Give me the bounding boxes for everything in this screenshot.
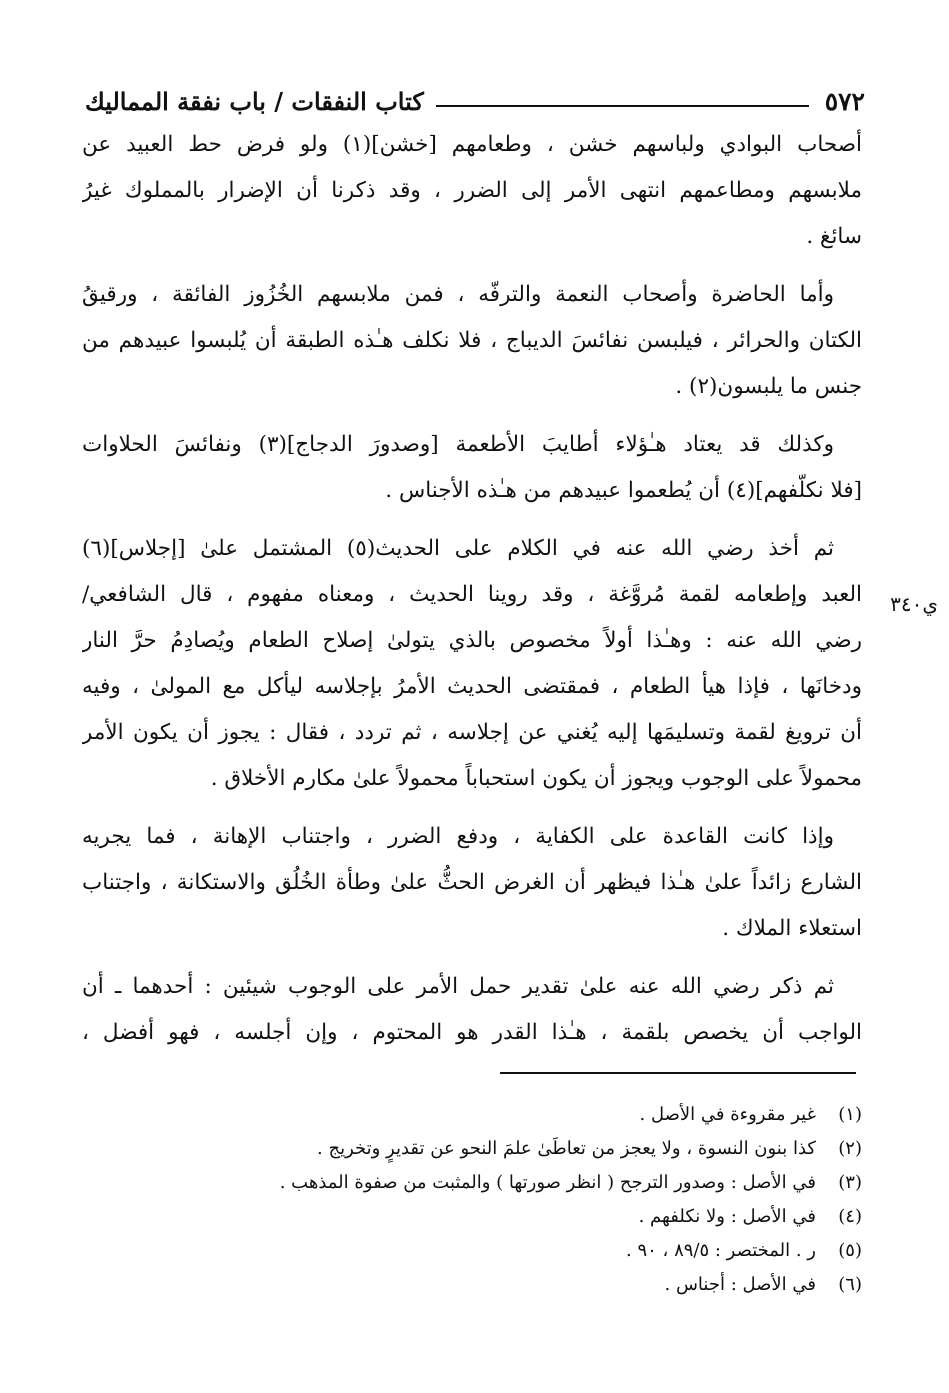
footnote-separator: [500, 1072, 856, 1074]
text-line: الشارع زائداً علىٰ هـٰذا فيظهر أن الغرض الحثُّ علىٰ وطأة الخُلُق والاستكانة ، واجتناب: [82, 870, 862, 895]
text-line: وأما الحاضرة وأصحاب النعمة والترفّه ، فمن ملابسهم الخُزُوز الفائقة ، ورقيقُ: [82, 282, 834, 307]
footnote-number: (٤): [838, 1206, 862, 1227]
text-line: ثم أخذ رضي الله عنه في الكلام على الحديث(٥) المشتمل علىٰ [إجلاس](٦): [82, 536, 834, 561]
paragraph: [82, 814, 862, 952]
text-line: ملابسهم ومطاعمهم انتهى الأمر إلى الضرر ، وقد ذكرنا أن الإضرار بالمملوك غيرُ: [82, 178, 862, 203]
footnote-text: غير مقروءة في الأصل .: [639, 1104, 816, 1125]
footnote-number: (١): [838, 1104, 862, 1125]
header-title: كتاب النفقات / باب نفقة المماليك: [85, 87, 424, 116]
paragraph: [82, 526, 862, 802]
footnote-text: ر . المختصر : ٨٩/٥ ، ٩٠ .: [626, 1240, 816, 1261]
footnote-number: (٣): [838, 1172, 862, 1193]
footnote-number: (٥): [838, 1240, 862, 1261]
footnote: [100, 1132, 862, 1166]
footnote-text: كذا بنون النسوة ، ولا يعجز من تعاطَىٰ علمَ النحو عن تقديرٍ وتخريج .: [317, 1138, 816, 1159]
footnote: [100, 1200, 862, 1234]
text-line: ودخانَها ، فإذا هيأ الطعام ، فمقتضى الحديث الأمرُ بإجلاسه ليأكل مع المولىٰ ، وفيه: [82, 674, 862, 699]
header-rule: [436, 105, 809, 107]
footnote-text: في الأصل : أجناس .: [664, 1274, 816, 1295]
footnote-number: (٦): [838, 1274, 862, 1295]
text-line: وإذا كانت القاعدة على الكفاية ، ودفع الضرر ، واجتناب الإهانة ، فما يجريه: [82, 824, 834, 849]
footnote-text: في الأصل : ولا نكلفهم .: [638, 1206, 816, 1227]
paragraph: [82, 272, 862, 410]
footnote: [100, 1268, 862, 1302]
text-line: وكذلك قد يعتاد هـٰؤلاء أطايبَ الأطعمة [وصدورَ الدجاج](٣) ونفائسَ الحلاوات: [82, 432, 834, 457]
text-line: أن ترويغ لقمة وتسليمَها إليه يُغني عن إجلاسه ، ثم تردد ، فقال : يجوز أن يكون الأمر: [82, 720, 862, 745]
paragraph: [82, 122, 862, 260]
text-line: رضي الله عنه : وهـٰذا أولاً مخصوص بالذي يتولىٰ إصلاح الطعام ويُصادِمُ حرَّ النار: [82, 628, 862, 653]
margin-reference: ي٣٤٠: [890, 592, 938, 616]
page-number: ٥٧٢: [824, 87, 865, 116]
text-line: الواجب أن يخصص بلقمة ، هـٰذا القدر هو المحتوم ، وإن أجلسه ، فهو أفضل ،: [82, 1020, 862, 1045]
footnote: [100, 1234, 862, 1268]
text-line: [فلا نكلّفهم](٤) أن يُطعموا عبيدهم من هـٰذه الأجناس .: [385, 478, 862, 503]
footnote: [100, 1166, 862, 1200]
footnote-text: في الأصل : وصدور الترجح ( انظر صورتها ) والمثبت من صفوة المذهب .: [279, 1172, 816, 1193]
text-line: ثم ذكر رضي الله عنه علىٰ تقدير حمل الأمر على الوجوب شيئين : أحدهما ـ أن: [82, 974, 834, 999]
paragraph: [82, 964, 862, 1056]
text-line: محمولاً على الوجوب ويجوز أن يكون استحباباً محمولاً علىٰ مكارم الأخلاق .: [210, 766, 862, 791]
running-header: [85, 80, 865, 114]
text-line: أصحاب البوادي ولباسهم خشن ، وطعامهم [خشن](١) ولو فرض حط العبيد عن: [82, 132, 862, 157]
footnotes: [100, 1098, 862, 1302]
text-line: الكتان والحرائر ، فيلبسن نفائسَ الديباج ، فلا نكلف هـٰذه الطبقة أن يُلبسوا عبيدهم من: [82, 328, 862, 353]
paragraph: [82, 422, 862, 514]
text-line: العبد وإطعامه لقمة مُروَّغة ، وقد روينا الحديث ، ومعناه مفهوم ، قال الشافعي/: [82, 582, 862, 607]
main-text: [82, 122, 862, 1068]
text-line: استعلاء الملاك .: [722, 916, 862, 941]
text-line: جنس ما يلبسون(٢) .: [675, 374, 862, 399]
footnote: [100, 1098, 862, 1132]
text-line: سائغ .: [806, 224, 862, 249]
footnote-number: (٢): [838, 1138, 862, 1159]
